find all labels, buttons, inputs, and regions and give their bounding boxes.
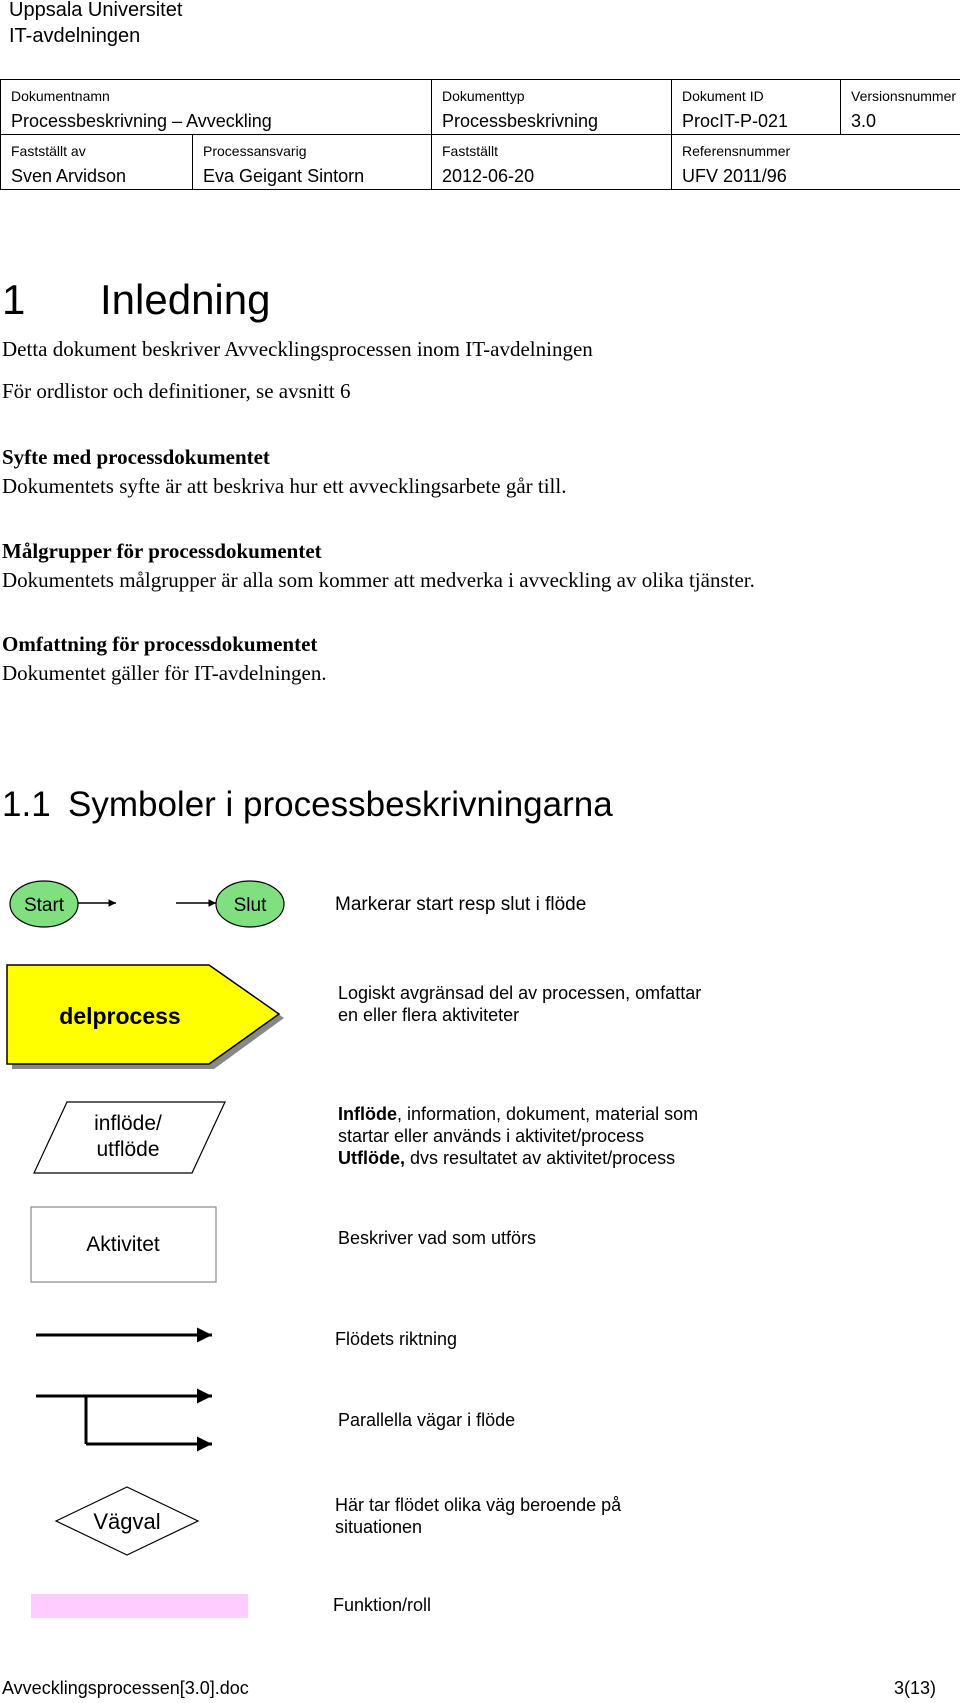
decision-description-2: situationen xyxy=(335,1517,423,1537)
meta-cell-document-id xyxy=(672,80,841,135)
subprocess-description-1: Logiskt avgränsad del av processen, omfattar xyxy=(338,983,702,1003)
parallel-description: Parallella vägar i flöde xyxy=(338,1410,516,1430)
meta-row-2 xyxy=(1,135,960,190)
inflow-text: , information, dokument, material som xyxy=(397,1104,699,1124)
subsection-title: Symboler i processbeskrivningarna xyxy=(68,785,613,824)
start-label: Start xyxy=(23,895,65,916)
meta-label: Versionsnummer xyxy=(851,88,957,104)
io-label-1: inflöde/ xyxy=(94,1112,162,1135)
meta-cell-process-owner xyxy=(193,135,432,190)
meta-row-1 xyxy=(1,80,960,135)
inflow-term: Inflöde xyxy=(338,1104,397,1124)
meta-cell-version xyxy=(841,80,960,135)
meta-label: Fastställt xyxy=(442,143,499,159)
role-description: Funktion/roll xyxy=(333,1595,432,1615)
audience-heading: Målgrupper för processdokumentet xyxy=(2,539,322,563)
io-label-2: utflöde xyxy=(96,1138,160,1161)
glossary-reference: För ordlistor och definitioner, se avsnitt 6 xyxy=(2,379,351,403)
document-meta-table xyxy=(0,79,960,190)
subsection-heading xyxy=(2,785,613,825)
meta-value: Sven Arvidson xyxy=(11,166,127,186)
meta-value: Processbeskrivning – Avveckling xyxy=(11,111,272,131)
start-end-description: Markerar start resp slut i flöde xyxy=(335,894,587,915)
meta-value: 3.0 xyxy=(851,111,877,131)
activity-label: Aktivitet xyxy=(86,1233,160,1256)
meta-cell-document-name xyxy=(1,80,432,135)
section-number: 1 xyxy=(2,276,26,323)
meta-label: Dokumentnamn xyxy=(11,88,110,104)
meta-label: Processansvarig xyxy=(203,143,307,159)
meta-label: Fastställt av xyxy=(11,143,86,159)
intro-paragraph: Detta dokument beskriver Avvecklingsprocessen inom IT-avdelningen xyxy=(2,337,593,361)
outflow-term: Utflöde, xyxy=(338,1148,405,1168)
meta-value: UFV 2011/96 xyxy=(682,166,787,186)
audience-text: Dokumentets målgrupper är alla som kommer att medverka i avveckling av olika tjänster. xyxy=(2,568,755,592)
section-heading xyxy=(2,276,270,324)
io-description-2: startar eller används i aktivitet/process xyxy=(338,1126,645,1146)
page-number: 3(13) xyxy=(893,1678,936,1698)
decision-description-1: Här tar flödet olika väg beroende på xyxy=(335,1495,622,1515)
io-description-1 xyxy=(338,1104,698,1124)
subprocess-description-2: en eller flera aktiviteter xyxy=(338,1005,520,1025)
end-label: Slut xyxy=(233,895,267,916)
scope-text: Dokumentet gäller för IT-avdelningen. xyxy=(2,661,327,685)
meta-label: Referensnummer xyxy=(682,143,791,159)
meta-value: ProcIT-P-021 xyxy=(682,111,789,131)
meta-cell-document-type xyxy=(432,80,672,135)
purpose-heading: Syfte med processdokumentet xyxy=(2,445,270,469)
department-name: IT-avdelningen xyxy=(9,25,141,47)
activity-description: Beskriver vad som utförs xyxy=(338,1228,537,1248)
subprocess-label: delprocess xyxy=(59,1003,181,1029)
university-name: Uppsala Universitet xyxy=(9,0,183,21)
subsection-number: 1.1 xyxy=(2,785,51,824)
meta-label: Dokumenttyp xyxy=(442,88,525,104)
meta-cell-approved-by xyxy=(1,135,193,190)
io-description-3 xyxy=(338,1148,675,1168)
symbol-legend-diagram xyxy=(0,860,960,1650)
section-title: Inledning xyxy=(100,276,271,323)
role-swatch xyxy=(31,1594,248,1618)
meta-label: Dokument ID xyxy=(682,88,764,104)
meta-cell-approved-date xyxy=(432,135,672,190)
meta-value: Eva Geigant Sintorn xyxy=(203,166,365,186)
meta-value: 2012-06-20 xyxy=(442,166,535,186)
purpose-text: Dokumentets syfte är att beskriva hur ett avvecklingsarbete går till. xyxy=(2,474,567,498)
decision-label: Vägval xyxy=(93,1509,161,1534)
meta-cell-reference xyxy=(672,135,960,190)
flow-description: Flödets riktning xyxy=(335,1329,458,1349)
scope-heading: Omfattning för processdokumentet xyxy=(2,632,318,656)
outflow-text: dvs resultatet av aktivitet/process xyxy=(405,1148,676,1168)
footer-filename: Avvecklingsprocessen[3.0].doc xyxy=(2,1678,249,1698)
meta-value: Processbeskrivning xyxy=(442,111,599,131)
